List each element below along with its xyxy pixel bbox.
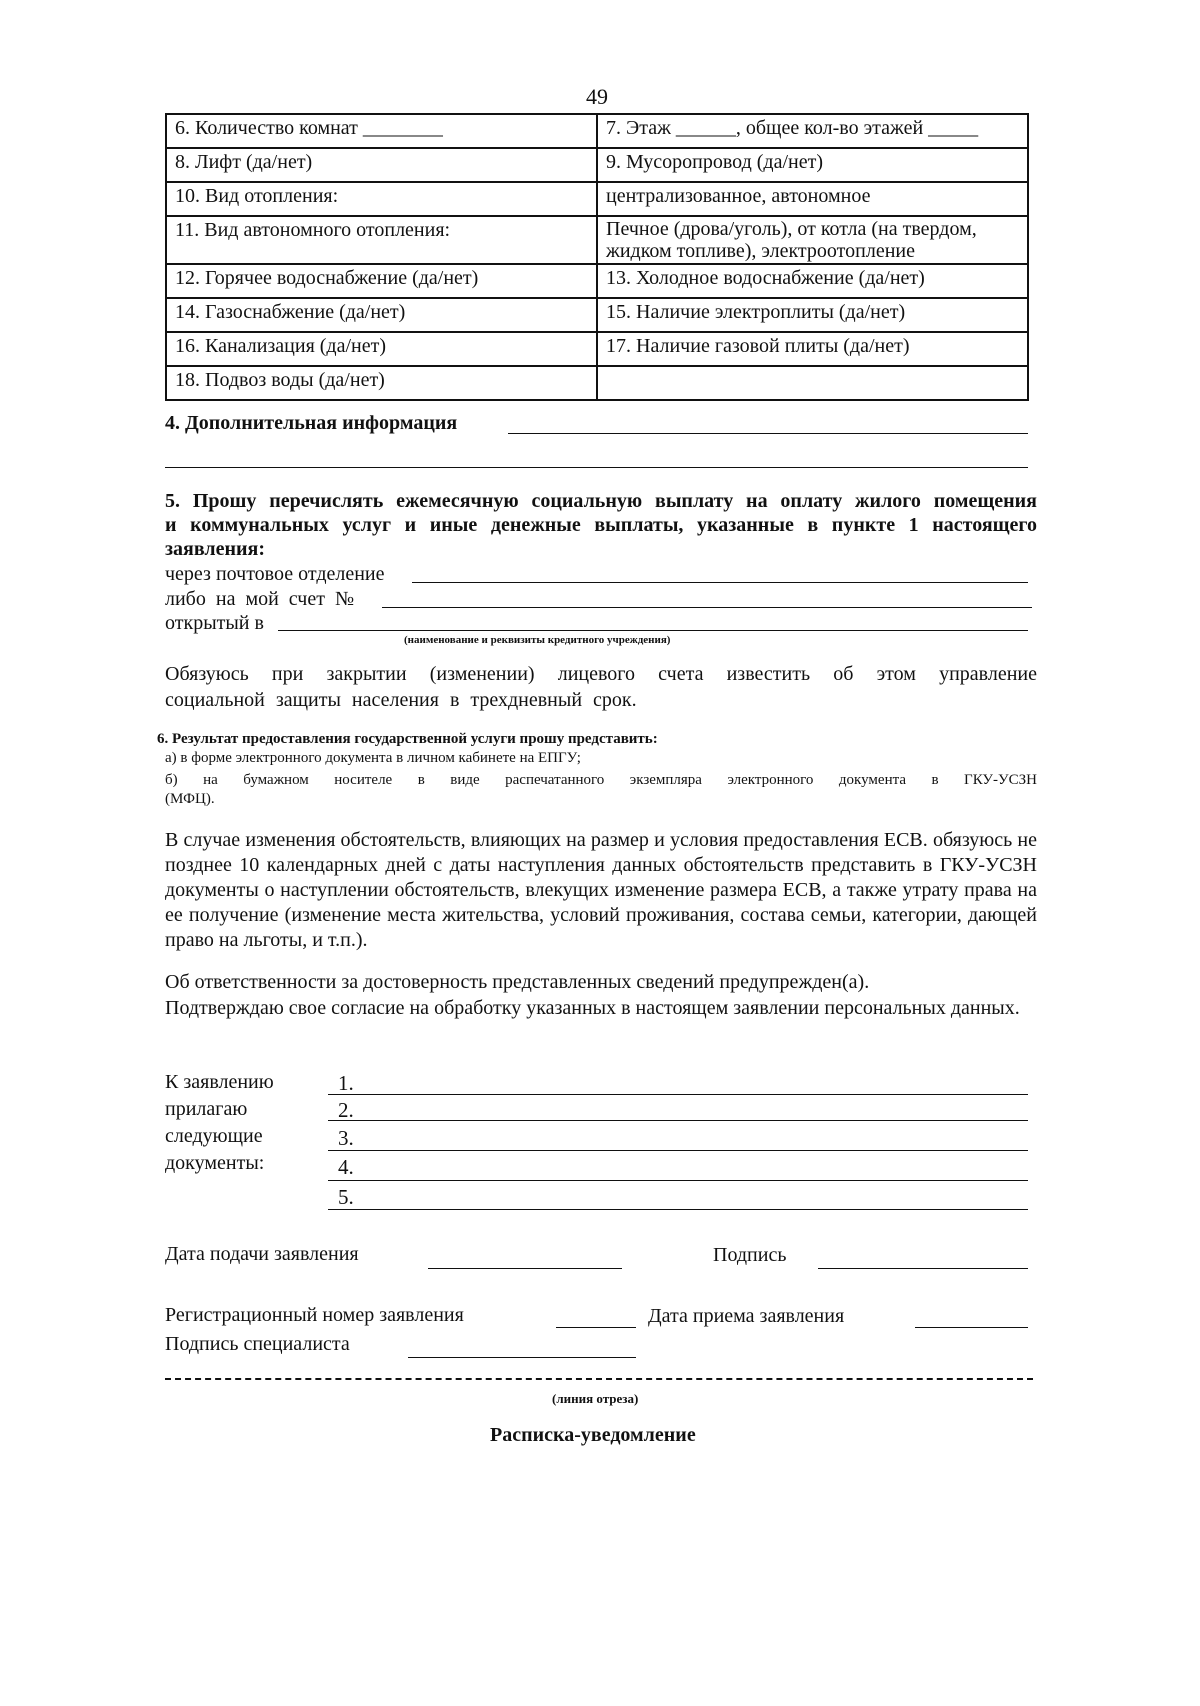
attachments-label-line: следующие (165, 1125, 263, 1147)
attachment-number: 4. (338, 1155, 354, 1179)
cut-line-caption: (линия отреза) (552, 1391, 639, 1406)
table-cell: 15. Наличие электроплиты (да/нет) (597, 298, 1028, 332)
additional-info-field[interactable] (508, 433, 1028, 434)
date-received-label: Дата приема заявления (648, 1305, 845, 1327)
receipt-title: Расписка-уведомление (490, 1424, 696, 1446)
table-row (166, 264, 1028, 298)
attachment-number: 2. (338, 1098, 354, 1122)
table-cell: 14. Газоснабжение (да/нет) (166, 298, 597, 332)
table-cell: 10. Вид отопления: (166, 182, 597, 216)
date-submitted-label: Дата подачи заявления (165, 1243, 359, 1265)
date-submitted-field[interactable] (428, 1268, 622, 1269)
attachments-label (165, 1069, 274, 1177)
housing-info-table (165, 113, 1029, 401)
specialist-signature-label: Подпись специалиста (165, 1333, 350, 1355)
signature-field[interactable] (818, 1268, 1028, 1269)
attachment-field-2[interactable] (328, 1120, 1028, 1121)
table-row (166, 182, 1028, 216)
attachments-label-line: К заявлению (165, 1071, 274, 1093)
table-row (166, 216, 1028, 264)
section-6-title: 6. Результат предоставления государственной услуги прошу представить: (157, 731, 658, 747)
date-received-field[interactable] (915, 1327, 1028, 1328)
table-cell: 6. Количество комнат ________ (166, 114, 597, 148)
table-cell (597, 366, 1028, 400)
account-field[interactable] (382, 607, 1032, 608)
attachment-field-1[interactable] (328, 1094, 1028, 1095)
additional-info-field-2[interactable] (165, 467, 1028, 468)
post-office-field[interactable] (412, 582, 1028, 583)
table-cell: 7. Этаж ______, общее кол-во этажей _____ (597, 114, 1028, 148)
post-office-label: через почтовое отделение (165, 563, 385, 585)
table-cell: 17. Наличие газовой плиты (да/нет) (597, 332, 1028, 366)
table-cell: 13. Холодное водоснабжение (да/нет) (597, 264, 1028, 298)
table-cell: 16. Канализация (да/нет) (166, 332, 597, 366)
attachments-label-line: документы: (165, 1152, 265, 1174)
table-cell: 18. Подвоз воды (да/нет) (166, 366, 597, 400)
attachment-field-3[interactable] (328, 1150, 1028, 1151)
change-circumstances-paragraph: В случае изменения обстоятельств, влияющих на размер и условия предоставления ЕСВ. обязуюсь не позднее 10 календарных дней с даты наступления данных обстоятельств представить в ГКУ-УСЗН документы о наступлении обстоятельств, влекущих изменение размера ЕСВ, а также утрату права на ее получение (изменение места жительства, условий проживания, состава семьи, категории, дающей право на льготы, и т.п.). (165, 829, 1037, 951)
bank-field[interactable] (278, 630, 1028, 631)
account-label: либо на мой счет № (165, 588, 355, 610)
page-number: 49 (586, 84, 608, 109)
signature-label: Подпись (713, 1244, 787, 1266)
consent-text: Подтверждаю свое согласие на обработку указанных в настоящем заявлении персональных данных. (165, 997, 1020, 1019)
specialist-signature-field[interactable] (408, 1357, 636, 1358)
table-row (166, 366, 1028, 400)
responsibility-text: Об ответственности за достоверность представленных сведений предупрежден(а). (165, 971, 870, 993)
cut-line (165, 1378, 1033, 1380)
table-cell: 8. Лифт (да/нет) (166, 148, 597, 182)
account-obligation: Обязуюсь при закрытии (изменении) лицевого счета известить об этом управление социальной защиты населения в трехдневный срок. (165, 663, 1037, 711)
section-4-title: 4. Дополнительная информация (165, 412, 458, 434)
option-b: б) на бумажном носителе в виде распечатанного экземпляра электронного документа в ГКУ-УСЗН (МФЦ). (165, 772, 1037, 807)
attachment-field-4[interactable] (328, 1180, 1028, 1181)
table-cell: 12. Горячее водоснабжение (да/нет) (166, 264, 597, 298)
table-row (166, 332, 1028, 366)
table-row (166, 298, 1028, 332)
attachments-label-line: прилагаю (165, 1098, 248, 1120)
opened-in-label: открытый в (165, 612, 264, 634)
option-a: а) в форме электронного документа в личном кабинете на ЕПГУ; (165, 750, 581, 766)
attachment-number: 1. (338, 1071, 354, 1095)
table-cell: централизованное, автономное (597, 182, 1028, 216)
attachment-number: 5. (338, 1185, 354, 1209)
table-cell: 9. Мусоропровод (да/нет) (597, 148, 1028, 182)
reg-number-field[interactable] (556, 1327, 636, 1328)
attachment-field-5[interactable] (328, 1209, 1028, 1210)
bank-caption: (наименование и реквизиты кредитного учреждения) (404, 634, 671, 646)
table-row (166, 114, 1028, 148)
reg-number-label: Регистрационный номер заявления (165, 1304, 464, 1326)
table-row (166, 148, 1028, 182)
attachment-number: 3. (338, 1126, 354, 1150)
table-cell: Печное (дрова/уголь), от котла (на твердом, жидком топливе), электроотопление (597, 216, 1028, 264)
table-cell: 11. Вид автономного отопления: (166, 216, 597, 264)
section-5-title: 5. Прошу перечислять ежемесячную социальную выплату на оплату жилого помещения и коммунальных услуг и иные денежные выплаты, указанные в пункте 1 настоящего заявления: (165, 490, 1037, 560)
